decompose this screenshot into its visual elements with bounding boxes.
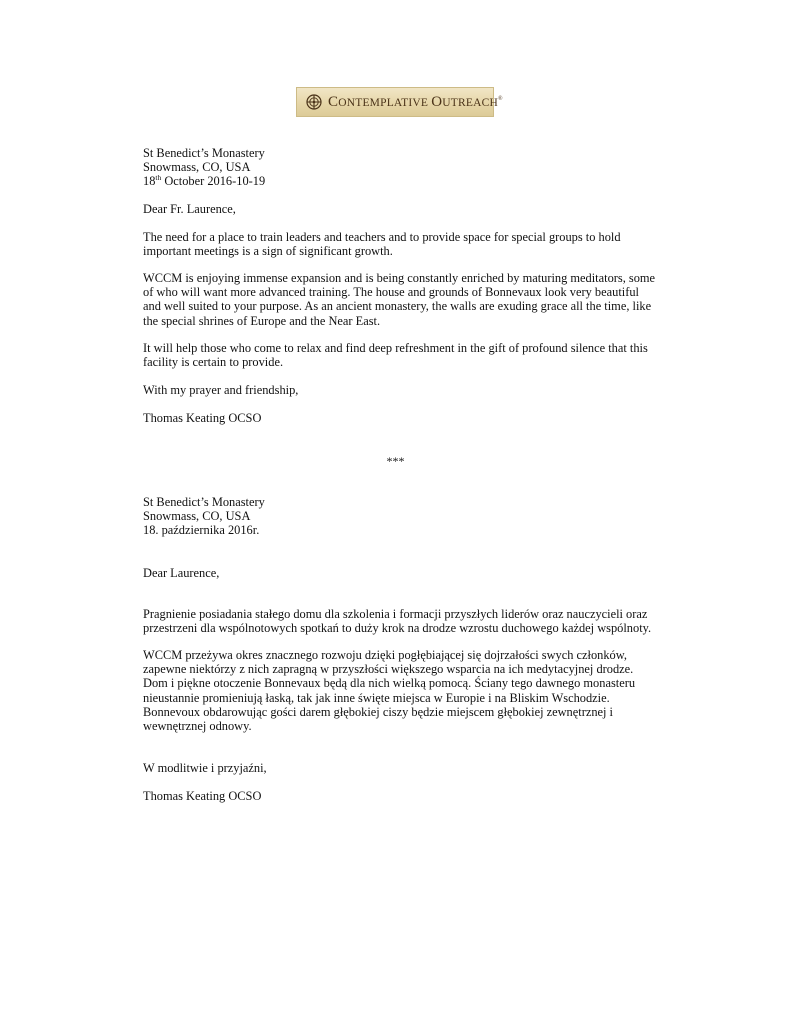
- address-line: Snowmass, CO, USA: [143, 160, 251, 175]
- letter-date: 18th October 2016-10-19: [143, 173, 266, 189]
- english-paragraph-1: The need for a place to train leaders and teachers and to provide space for special groups to hold important meetings is a sign of significant growth.: [143, 230, 621, 259]
- letter-date: 18. października 2016r.: [143, 523, 260, 538]
- section-separator: ***: [386, 454, 405, 468]
- address-line: St Benedict’s Monastery: [143, 146, 265, 160]
- logo-wordmark: CONTEMPLATIVE OUTREACH®: [328, 93, 503, 110]
- polish-paragraph-1: Pragnienie posiadania stałego domu dla szkolenia i formacji przyszłych liderów oraz nauczycieli oraz przestrzeni dla wspólnotowych spotkań to duży krok na drodze wzrostu duchowego każdej wspólnoty.: [143, 607, 652, 636]
- english-salutation: Dear Fr. Laurence,: [143, 202, 236, 216]
- english-paragraph-2: WCCM is enjoying immense expansion and is being constantly enriched by maturing meditators, some of who will want more advanced training. The house and grounds of Bonnevaux look very beautiful and well suited to your purpose. As an ancient monastery, the walls are exuding grace all the time, like the special shrines of Europe and the Near East.: [143, 271, 656, 328]
- polish-address: [143, 495, 663, 538]
- polish-signature: Thomas Keating OCSO: [143, 789, 262, 803]
- english-address: [143, 146, 663, 189]
- cross-circle-icon: [306, 94, 322, 110]
- polish-salutation: Dear Laurence,: [143, 566, 220, 580]
- polish-paragraph-2: WCCM przeżywa okres znacznego rozwoju dzięki pogłębiającej się dojrzałości swych członków, zapewne niektórzy z nich zapragną w przyszłości większego wsparcia na ich medytacyjnej drodze. Dom i piękne otoczenie Bonnevaux będą dla nich wielką pomocą. Ściany tego dawnego monasteru nieustannie promieniują łaską, tak jak inne święte miejsca w Europie i na Bliskim Wschodzie. Bonnevoux obdarowując gości darem głębokiej ciszy będzie miejscem głębokiej zewnętrznej i wewnętrznej odnowy.: [143, 648, 636, 734]
- address-line: St Benedict’s Monastery: [143, 495, 265, 509]
- address-line: Snowmass, CO, USA: [143, 509, 251, 524]
- contemplative-outreach-logo: [296, 87, 503, 117]
- polish-closing: W modlitwie i przyjaźni,: [143, 761, 267, 775]
- english-paragraph-3: It will help those who come to relax and find deep refreshment in the gift of profound silence that this facility is certain to provide.: [143, 341, 648, 370]
- english-signature: Thomas Keating OCSO: [143, 411, 262, 425]
- english-closing: With my prayer and friendship,: [143, 383, 299, 397]
